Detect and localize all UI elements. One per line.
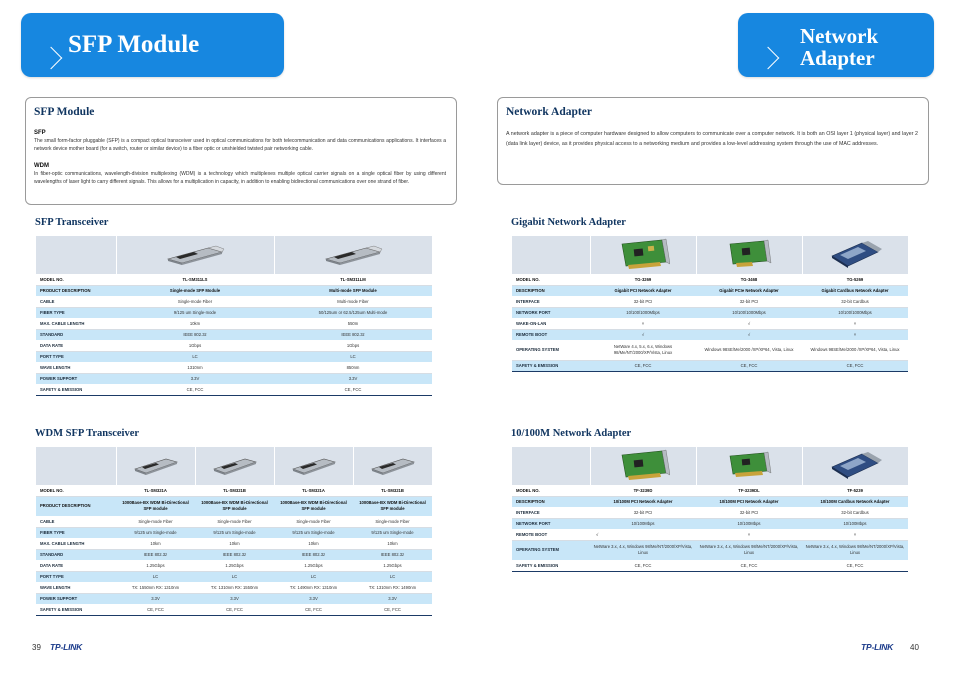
table-row: [512, 507, 908, 518]
cell: TX: 1310nm RX: 1550nm: [195, 582, 274, 593]
cell: 10km: [353, 538, 432, 549]
sfp-module-icon: [132, 455, 180, 477]
row-label: STANDARD: [36, 549, 116, 560]
pci-card-icon: [616, 449, 670, 483]
cell: 32-bit PCI: [696, 507, 802, 518]
row-label: PORT TYPE: [36, 351, 116, 362]
table-row: [36, 582, 432, 593]
cell: 10/100Mbps: [590, 518, 696, 529]
table-row: [512, 296, 908, 307]
cell: 1Gbps: [116, 340, 274, 351]
cell: 50/125um or 62.5/125um Multi-mode: [274, 307, 432, 318]
sfp-module-icon: [164, 244, 226, 266]
cell: 1.25Gbps: [353, 560, 432, 571]
image-cell-empty: [36, 447, 116, 485]
cell: Multi-mode Fiber: [274, 296, 432, 307]
image-cell-empty: [512, 447, 590, 485]
cell: Single-mode SFP Module: [116, 285, 274, 296]
cell: CE, FCC: [274, 604, 353, 615]
table-row: [36, 340, 432, 351]
cell: 850nm: [274, 362, 432, 373]
cell: NetWare 4.x, 5.x, 6.x, Windows 98/Me/NT/2000/XP/Vista, Linux: [590, 340, 696, 360]
sfp-module-info-box: [25, 97, 457, 205]
row-label: WAVE LENGTH: [36, 362, 116, 373]
row-label: SAFETY & EMISSION: [36, 384, 116, 395]
cell: 9/125 um Single-mode: [274, 527, 353, 538]
cell: ×: [802, 329, 908, 340]
info-text-wdm: In fiber-optic communications, wavelength-division multiplexing (WDM) is a technology which multiplexes multiple optical carrier signals on a single optical fiber by using different wavelengths of laser light to carry different signals. This allows for a multiplication in capacity, in addition to enabling bidirectional communications over one strand of fiber.: [34, 171, 446, 185]
product-image-cell: [116, 236, 274, 274]
table-row: [36, 538, 432, 549]
cell: 9/125 um Single-mode: [116, 307, 274, 318]
table-row: [512, 329, 908, 340]
table-row: [36, 571, 432, 582]
section-title-sfp-transceiver: SFP Transceiver: [35, 217, 109, 228]
table-row: [36, 560, 432, 571]
table-row: [512, 360, 908, 371]
cell: CE, FCC: [353, 604, 432, 615]
image-cell-empty: [36, 236, 116, 274]
cell: 1000Base-BX WDM Bi-Directional SFP module: [116, 496, 195, 516]
row-label: MAX. CABLE LENGTH: [36, 318, 116, 329]
row-label: DATA RATE: [36, 560, 116, 571]
cell: 1000Base-BX WDM Bi-Directional SFP module: [195, 496, 274, 516]
cell: 10km: [116, 538, 195, 549]
row-label: PRODUCT DESCRIPTION: [36, 496, 116, 516]
table-row: [512, 340, 908, 360]
row-label: FIBER TYPE: [36, 527, 116, 538]
row-label: SAFETY & EMISSION: [512, 560, 590, 571]
row-label: MODEL NO.: [36, 485, 116, 496]
table-row: [36, 485, 432, 496]
cell: 1.25Gbps: [195, 560, 274, 571]
cell: Gigabit Cardbus Network Adapter: [802, 285, 908, 296]
cell: 3.3V: [116, 593, 195, 604]
cell: NetWare 3.x, 4.x, Windows 98/Me/NT/2000/XP/Vista, Linux: [802, 540, 908, 560]
gigabit-adapter-table: [512, 236, 908, 372]
cell: 3.3V: [195, 593, 274, 604]
cell: CE, FCC: [802, 560, 908, 571]
sfp-transceiver-table: [36, 236, 432, 396]
cell: ×: [802, 318, 908, 329]
row-label: DATA RATE: [36, 340, 116, 351]
info-text-network-adapter: A network adapter is a piece of computer hardware designed to allow computers to communicate over a computer network. It is both an OSI layer 1 (physical layer) and layer 2 (data link layer) device, as it provides physical access to a networking medium and provides a low-level addressing system through the use of MAC addresses.: [506, 131, 918, 147]
cell: TF-3239DL: [696, 485, 802, 496]
row-label: POWER SUPPORT: [36, 593, 116, 604]
table-row: [36, 285, 432, 296]
fast-adapter-table: [512, 447, 908, 572]
row-label: DESCRIPTION: [512, 285, 590, 296]
cell: 10km: [116, 318, 274, 329]
row-label: STANDARD: [36, 329, 116, 340]
cell: 9/125 um Single-mode: [195, 527, 274, 538]
cell: 1310nm: [116, 362, 274, 373]
table-row: [512, 560, 908, 571]
row-label: MAX. CABLE LENGTH: [36, 538, 116, 549]
cell: √: [696, 329, 802, 340]
cell: TL-SM321B: [195, 485, 274, 496]
info-title: SFP Module: [34, 106, 95, 118]
row-label: REMOTE BOOT: [512, 329, 590, 340]
cell: 1Gbps: [274, 340, 432, 351]
cell: 32-bit Cardbus: [802, 507, 908, 518]
product-image-cell: [802, 447, 908, 485]
cell: CE, FCC: [696, 560, 802, 571]
row-label: SAFETY & EMISSION: [36, 604, 116, 615]
cell: LC: [116, 571, 195, 582]
table-row: [512, 285, 908, 296]
table-row: [512, 307, 908, 318]
cell: 10km: [274, 538, 353, 549]
product-image-cell: [116, 447, 195, 485]
cell: 10/100M Cardbus Network Adapter: [802, 496, 908, 507]
info-subtitle-sfp: SFP: [34, 130, 46, 136]
cell: 10/100M PCI Network Adapter: [590, 496, 696, 507]
cell: TL-SM321B: [353, 485, 432, 496]
table-row: [36, 296, 432, 307]
cell: Multi-mode SFP Module: [274, 285, 432, 296]
cell: 1000Base-BX WDM Bi-Directional SFP module: [353, 496, 432, 516]
product-image-cell: [696, 236, 802, 274]
cell: IEEE 802.3z: [195, 549, 274, 560]
page-number-right: 40: [910, 643, 919, 652]
row-label: DESCRIPTION: [512, 496, 590, 507]
cell: NetWare 3.x, 4.x, Windows 98/Me/NT/2000/XP/Vista, Linux: [696, 540, 802, 560]
cell: 32-bit Cardbus: [802, 296, 908, 307]
table-row: [512, 540, 908, 560]
tp-link-logo: TP-LINK: [50, 642, 83, 652]
cell: 3.3V: [274, 593, 353, 604]
cell: Single-mode Fiber: [195, 516, 274, 527]
table-row: [36, 362, 432, 373]
cell: 10/100M PCI Network Adapter: [696, 496, 802, 507]
cell: 32-bit PCI: [590, 296, 696, 307]
cell: LC: [274, 351, 432, 362]
sfp-module-icon: [290, 455, 338, 477]
cell: NetWare 3.x, 4.x, Windows 98/Me/NT/2000/XP/Vista, Linux: [590, 540, 696, 560]
cell: ×: [696, 529, 802, 540]
cell: TG-5269: [802, 274, 908, 285]
product-image-cell: [696, 447, 802, 485]
page-number-left: 39: [32, 643, 41, 652]
cell: Single-mode Fiber: [116, 516, 195, 527]
cell: TX: 1310nm RX: 1490nm: [353, 582, 432, 593]
row-label: WAVE LENGTH: [36, 582, 116, 593]
cell: IEEE 802.3z: [353, 549, 432, 560]
table-row: [36, 593, 432, 604]
cell: IEEE 802.3z: [274, 549, 353, 560]
table-row: [36, 307, 432, 318]
table-row: [36, 318, 432, 329]
cell: Single-mode Fiber: [353, 516, 432, 527]
row-label: INTERFACE: [512, 507, 590, 518]
cell: 9/125 um Single-mode: [353, 527, 432, 538]
product-image-cell: [802, 236, 908, 274]
cell: 10/100Mbps: [696, 518, 802, 529]
table-row: [36, 496, 432, 516]
product-image-cell: [353, 447, 432, 485]
sfp-module-icon: [369, 455, 417, 477]
info-title: Network Adapter: [506, 106, 592, 118]
cell: CE, FCC: [802, 360, 908, 371]
cell: Windows 98SE/Me/2000 /XP/XP64, Vista, Linux: [696, 340, 802, 360]
table-row: [36, 351, 432, 362]
row-label: MODEL NO.: [512, 274, 590, 285]
cell: 9/125 um Single-mode: [116, 527, 195, 538]
chevron-right-icon: [757, 47, 780, 70]
cell: LC: [274, 571, 353, 582]
banner-title: Network Adapter: [800, 24, 879, 70]
cell: LC: [116, 351, 274, 362]
product-image-cell: [590, 236, 696, 274]
row-label: MODEL NO.: [512, 485, 590, 496]
product-image-cell: [195, 447, 274, 485]
row-label: NETWORK PORT: [512, 518, 590, 529]
cell: ×: [802, 529, 908, 540]
cell: 10km: [195, 538, 274, 549]
cell: TF-5239: [802, 485, 908, 496]
row-label: REMOTE BOOT: [512, 529, 590, 540]
cell: √: [590, 529, 696, 540]
section-title-fast-adapter: 10/100M Network Adapter: [511, 428, 632, 439]
cell: 3.3V: [353, 593, 432, 604]
cell: Windows 98SE/Me/2000 /XP/XP64, Vista, Linux: [802, 340, 908, 360]
row-label: CABLE: [36, 516, 116, 527]
row-label: CABLE: [36, 296, 116, 307]
section-title-wdm-transceiver: WDM SFP Transceiver: [35, 428, 140, 439]
cell: 10/100Mbps: [802, 518, 908, 529]
cell: 550m: [274, 318, 432, 329]
cell: 1000Base-BX WDM Bi-Directional SFP module: [274, 496, 353, 516]
cell: CE, FCC: [195, 604, 274, 615]
cell: ×: [590, 318, 696, 329]
cell: Gigabit PCI Network Adapter: [590, 285, 696, 296]
table-row: [512, 485, 908, 496]
table-row: [36, 274, 432, 285]
cell: 10/100/1000Mbps: [696, 307, 802, 318]
cell: 10/100/1000Mbps: [590, 307, 696, 318]
sfp-module-icon: [322, 244, 384, 266]
cell: LC: [353, 571, 432, 582]
product-image-cell: [274, 236, 432, 274]
cell: TX: 1490nm RX: 1310nm: [274, 582, 353, 593]
cell: IEEE 802.3z: [116, 329, 274, 340]
row-label: SAFETY & EMISSION: [512, 360, 590, 371]
banner-title: SFP Module: [68, 31, 200, 58]
cell: 32-bit PCI: [696, 296, 802, 307]
table-row: [36, 373, 432, 384]
row-label: FIBER TYPE: [36, 307, 116, 318]
cell: Single-mode Fiber: [116, 296, 274, 307]
cell: IEEE 802.3z: [274, 329, 432, 340]
table-row: [36, 384, 432, 395]
cell: TL-SM311LS: [116, 274, 274, 285]
cell: 32-bit PCI: [590, 507, 696, 518]
cell: 1.25Gbps: [116, 560, 195, 571]
chevron-right-icon: [40, 47, 63, 70]
cell: 3.3V: [274, 373, 432, 384]
row-label: MODEL NO.: [36, 274, 116, 285]
table-row: [512, 518, 908, 529]
pcie-card-icon: [722, 238, 776, 272]
cell: CE, FCC: [590, 560, 696, 571]
image-cell-empty: [512, 236, 590, 274]
cell: CE, FCC: [274, 384, 432, 395]
sfp-module-icon: [211, 455, 259, 477]
table-row: [512, 529, 908, 540]
info-subtitle-wdm: WDM: [34, 163, 49, 169]
cell: IEEE 802.3z: [116, 549, 195, 560]
cell: √: [590, 329, 696, 340]
row-label: WAKE-ON-LAN: [512, 318, 590, 329]
cell: CE, FCC: [590, 360, 696, 371]
table-row: [512, 274, 908, 285]
row-label: PRODUCT DESCRIPTION: [36, 285, 116, 296]
table-row: [36, 516, 432, 527]
row-label: PORT TYPE: [36, 571, 116, 582]
table-row: [512, 318, 908, 329]
banner-network-adapter: [738, 13, 934, 77]
cell: LC: [195, 571, 274, 582]
tp-link-logo: TP-LINK: [861, 642, 894, 652]
wdm-transceiver-table: [36, 447, 432, 616]
network-adapter-info-box: [497, 97, 929, 185]
info-text-sfp: The small form-factor pluggable (SFP) is a compact optical transceiver used in optical communications for both telecommunication and data communications applications. It interfaces a network device mother board (for a switch, router or similar device) to a fiber optic or unshielded twisted pair networking cable.: [34, 138, 446, 152]
table-row: [36, 329, 432, 340]
cardbus-card-icon: [828, 451, 882, 481]
pci-card-icon: [616, 238, 670, 272]
product-image-cell: [590, 447, 696, 485]
cell: TL-SM321A: [274, 485, 353, 496]
cell: CE, FCC: [116, 604, 195, 615]
row-label: OPERATING SYSTEM: [512, 540, 590, 560]
cell: TL-SM311LM: [274, 274, 432, 285]
row-label: INTERFACE: [512, 296, 590, 307]
cell: CE, FCC: [696, 360, 802, 371]
product-image-cell: [274, 447, 353, 485]
cell: 3.3V: [116, 373, 274, 384]
cell: TG-3468: [696, 274, 802, 285]
cell: Single-mode Fiber: [274, 516, 353, 527]
table-row: [36, 527, 432, 538]
cardbus-card-icon: [828, 240, 882, 270]
pci-card-icon: [722, 449, 776, 483]
row-label: POWER SUPPORT: [36, 373, 116, 384]
table-row: [36, 549, 432, 560]
cell: Gigabit PCIe Network Adapter: [696, 285, 802, 296]
table-row: [36, 604, 432, 615]
cell: CE, FCC: [116, 384, 274, 395]
section-title-gigabit-adapter: Gigabit Network Adapter: [511, 217, 626, 228]
cell: TG-3269: [590, 274, 696, 285]
cell: 1.25Gbps: [274, 560, 353, 571]
banner-sfp-module: [21, 13, 284, 77]
cell: √: [696, 318, 802, 329]
cell: 10/100/1000Mbps: [802, 307, 908, 318]
cell: TL-SM321A: [116, 485, 195, 496]
row-label: NETWORK PORT: [512, 307, 590, 318]
cell: TX: 1550nm RX: 1310nm: [116, 582, 195, 593]
table-row: [512, 496, 908, 507]
row-label: OPERATING SYSTEM: [512, 340, 590, 360]
cell: TF-3239D: [590, 485, 696, 496]
